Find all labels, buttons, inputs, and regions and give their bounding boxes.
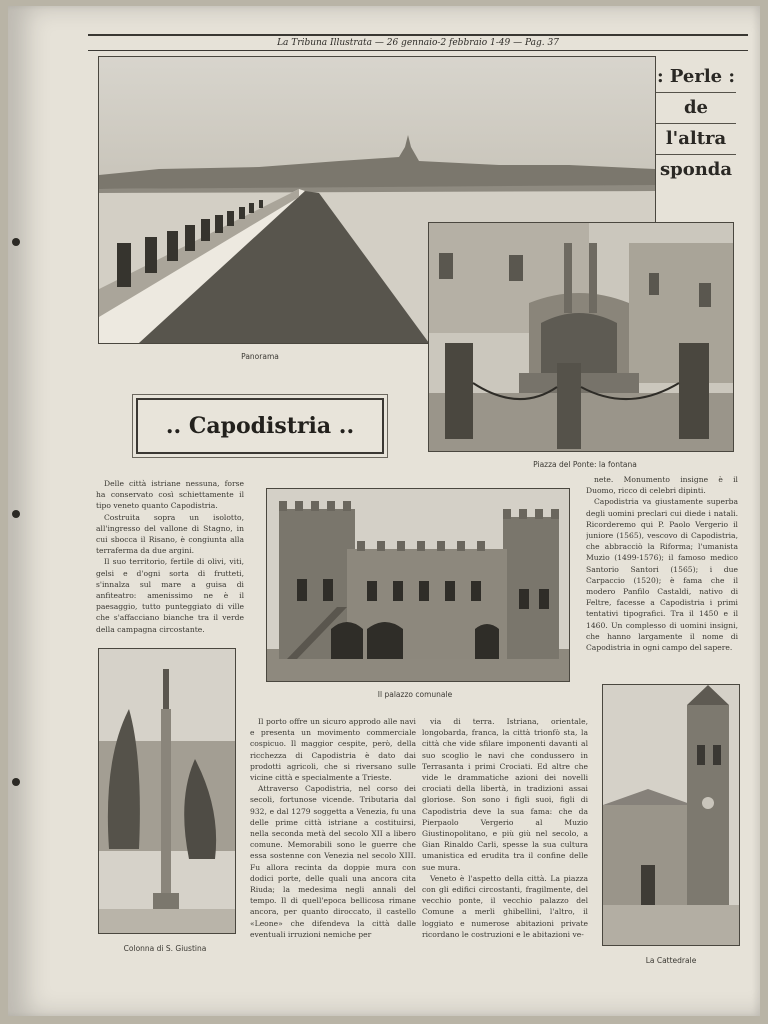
side-title-line: de bbox=[656, 93, 736, 124]
paragraph: via di terra. Istriana, orientale, longobarda, franca, la città trionfò sta, la città che vide sfilare imponenti davanti al suo scoglio le navi che condussero in Terrasanta i primi Crociati. Ed altre che vide le drammatiche azioni dei novelli crociati della libertà, in tradizioni assai gloriose. Son sono i figli suoi, figli di Capodistria deve la sua fama: che da Pierpaolo Vergerio al Muzio Giustinopolitano, e più giù nel secolo, a Gian Rinaldo Carli, spesse la sua cultura umanistica ed erudita tra il confine delle sue mura. bbox=[422, 717, 588, 872]
side-title bbox=[656, 62, 736, 185]
palazzo-photo bbox=[266, 488, 570, 682]
paragraph: Il porto offre un sicuro approdo alle navi e presenta un movimento commerciale cospicuo. Il maggior cespite, però, della ricchezza di Capodistria è dato dai prodotti agricoli, che si riversano sulle vicine città e specialmente a Trieste. bbox=[250, 717, 416, 783]
colonna-caption: Colonna di S. Giustina bbox=[123, 944, 207, 953]
side-title-line: l'altra bbox=[656, 124, 736, 155]
paragraph: Delle città istriane nessuna, forse ha conservato così schiettamente il tipo veneto quanto Capodistria. bbox=[96, 479, 244, 511]
cattedrale-photo bbox=[602, 684, 740, 946]
side-title-line: : Perle : bbox=[656, 62, 736, 93]
paragraph: Capodistria va giustamente superba degli uomini preclari cui diede i natali. Ricorderemo qui P. Paolo Vergerio il juniore (1565), vescovo di Capodistria, che abbracciò la Riforma; l'umanista Muzio (1499-1576); il famoso medico Santorio Santori (1565); i due Carpaccio (1520); è fama che il modero Panfilo Castaldi, nativo di Feltre, facesse a Capodistria i primi tentativi tipografici. Tra il 1450 e il 1460. Un complesso di uomini insigni, che hanno largamente il nome di Capodistria in ogni campo del sapere. bbox=[586, 497, 738, 653]
side-title-line: sponda bbox=[659, 159, 733, 180]
palazzo-caption: Il palazzo comunale bbox=[377, 690, 453, 699]
text-column-middle bbox=[250, 716, 416, 956]
binding-hole bbox=[12, 238, 20, 246]
article-title: .. Capodistria .. bbox=[136, 398, 384, 454]
paragraph: Veneto è l'aspetto della città. La piazza con gli edifici circostanti, fragilmente, del vecchio ponte, il vecchio palazzo del Comune a merli ghibellini, l'altro, il loggiato e numerose abitazioni private ricordano le costruzioni e le abitazioni ve- bbox=[422, 873, 588, 939]
piazza-caption: Piazza del Ponte: la fontana bbox=[533, 460, 637, 469]
cattedrale-caption: La Cattedrale bbox=[645, 956, 697, 965]
binding-hole bbox=[12, 510, 20, 518]
text-column-right-top bbox=[586, 474, 738, 670]
piazza-photo bbox=[428, 222, 734, 452]
text-column-right-middle bbox=[422, 716, 588, 956]
panorama-caption: Panorama bbox=[241, 352, 279, 361]
paragraph: Attraverso Capodistria, nel corso dei secoli, fortunose vicende. Tributaria dal 932, e dal 1279 soggetta a Venezia, fu una delle prime città istriane a costituirsi, nella seconda metà del secolo XII a libero comune. Memorabili sono le guerre che essa sostenne con Venezia nel secolo XIII. Fu allora recinta da doppie mura con dodici porte, delle quali una ancora cita Riuda; la medesima negli annali del tempo. Il di quell'epoca bellicosa rimane ancora, per quanto diroccato, il castello «Leone» che difendeva la città dalle eventuali irruzioni nemiche per bbox=[250, 784, 416, 939]
binding-hole bbox=[12, 778, 20, 786]
paragraph: Il suo territorio, fertile di olivi, viti, gelsi e d'ogni sorta di frutteti, s'innalza sul mare a guisa di anfiteatro: amenissimo ne è il paesaggio, tutto punteggiato di ville che s'affacciano bianche tra il verde della campagna circostante. bbox=[96, 557, 244, 634]
page-header: La Tribuna Illustrata — 26 gennaio-2 febbraio 1-49 — Pag. 37 bbox=[88, 34, 748, 51]
text-column-left bbox=[96, 478, 244, 638]
paragraph: nete. Monumento insigne è il Duomo, ricco di celebri dipinti. bbox=[586, 475, 738, 496]
colonna-photo bbox=[98, 648, 236, 934]
paragraph: Costruita sopra un isolotto, all'ingresso del vallone di Stagno, in cui sbocca il Risano, è congiunta alla terraferma da due argini. bbox=[96, 512, 244, 556]
